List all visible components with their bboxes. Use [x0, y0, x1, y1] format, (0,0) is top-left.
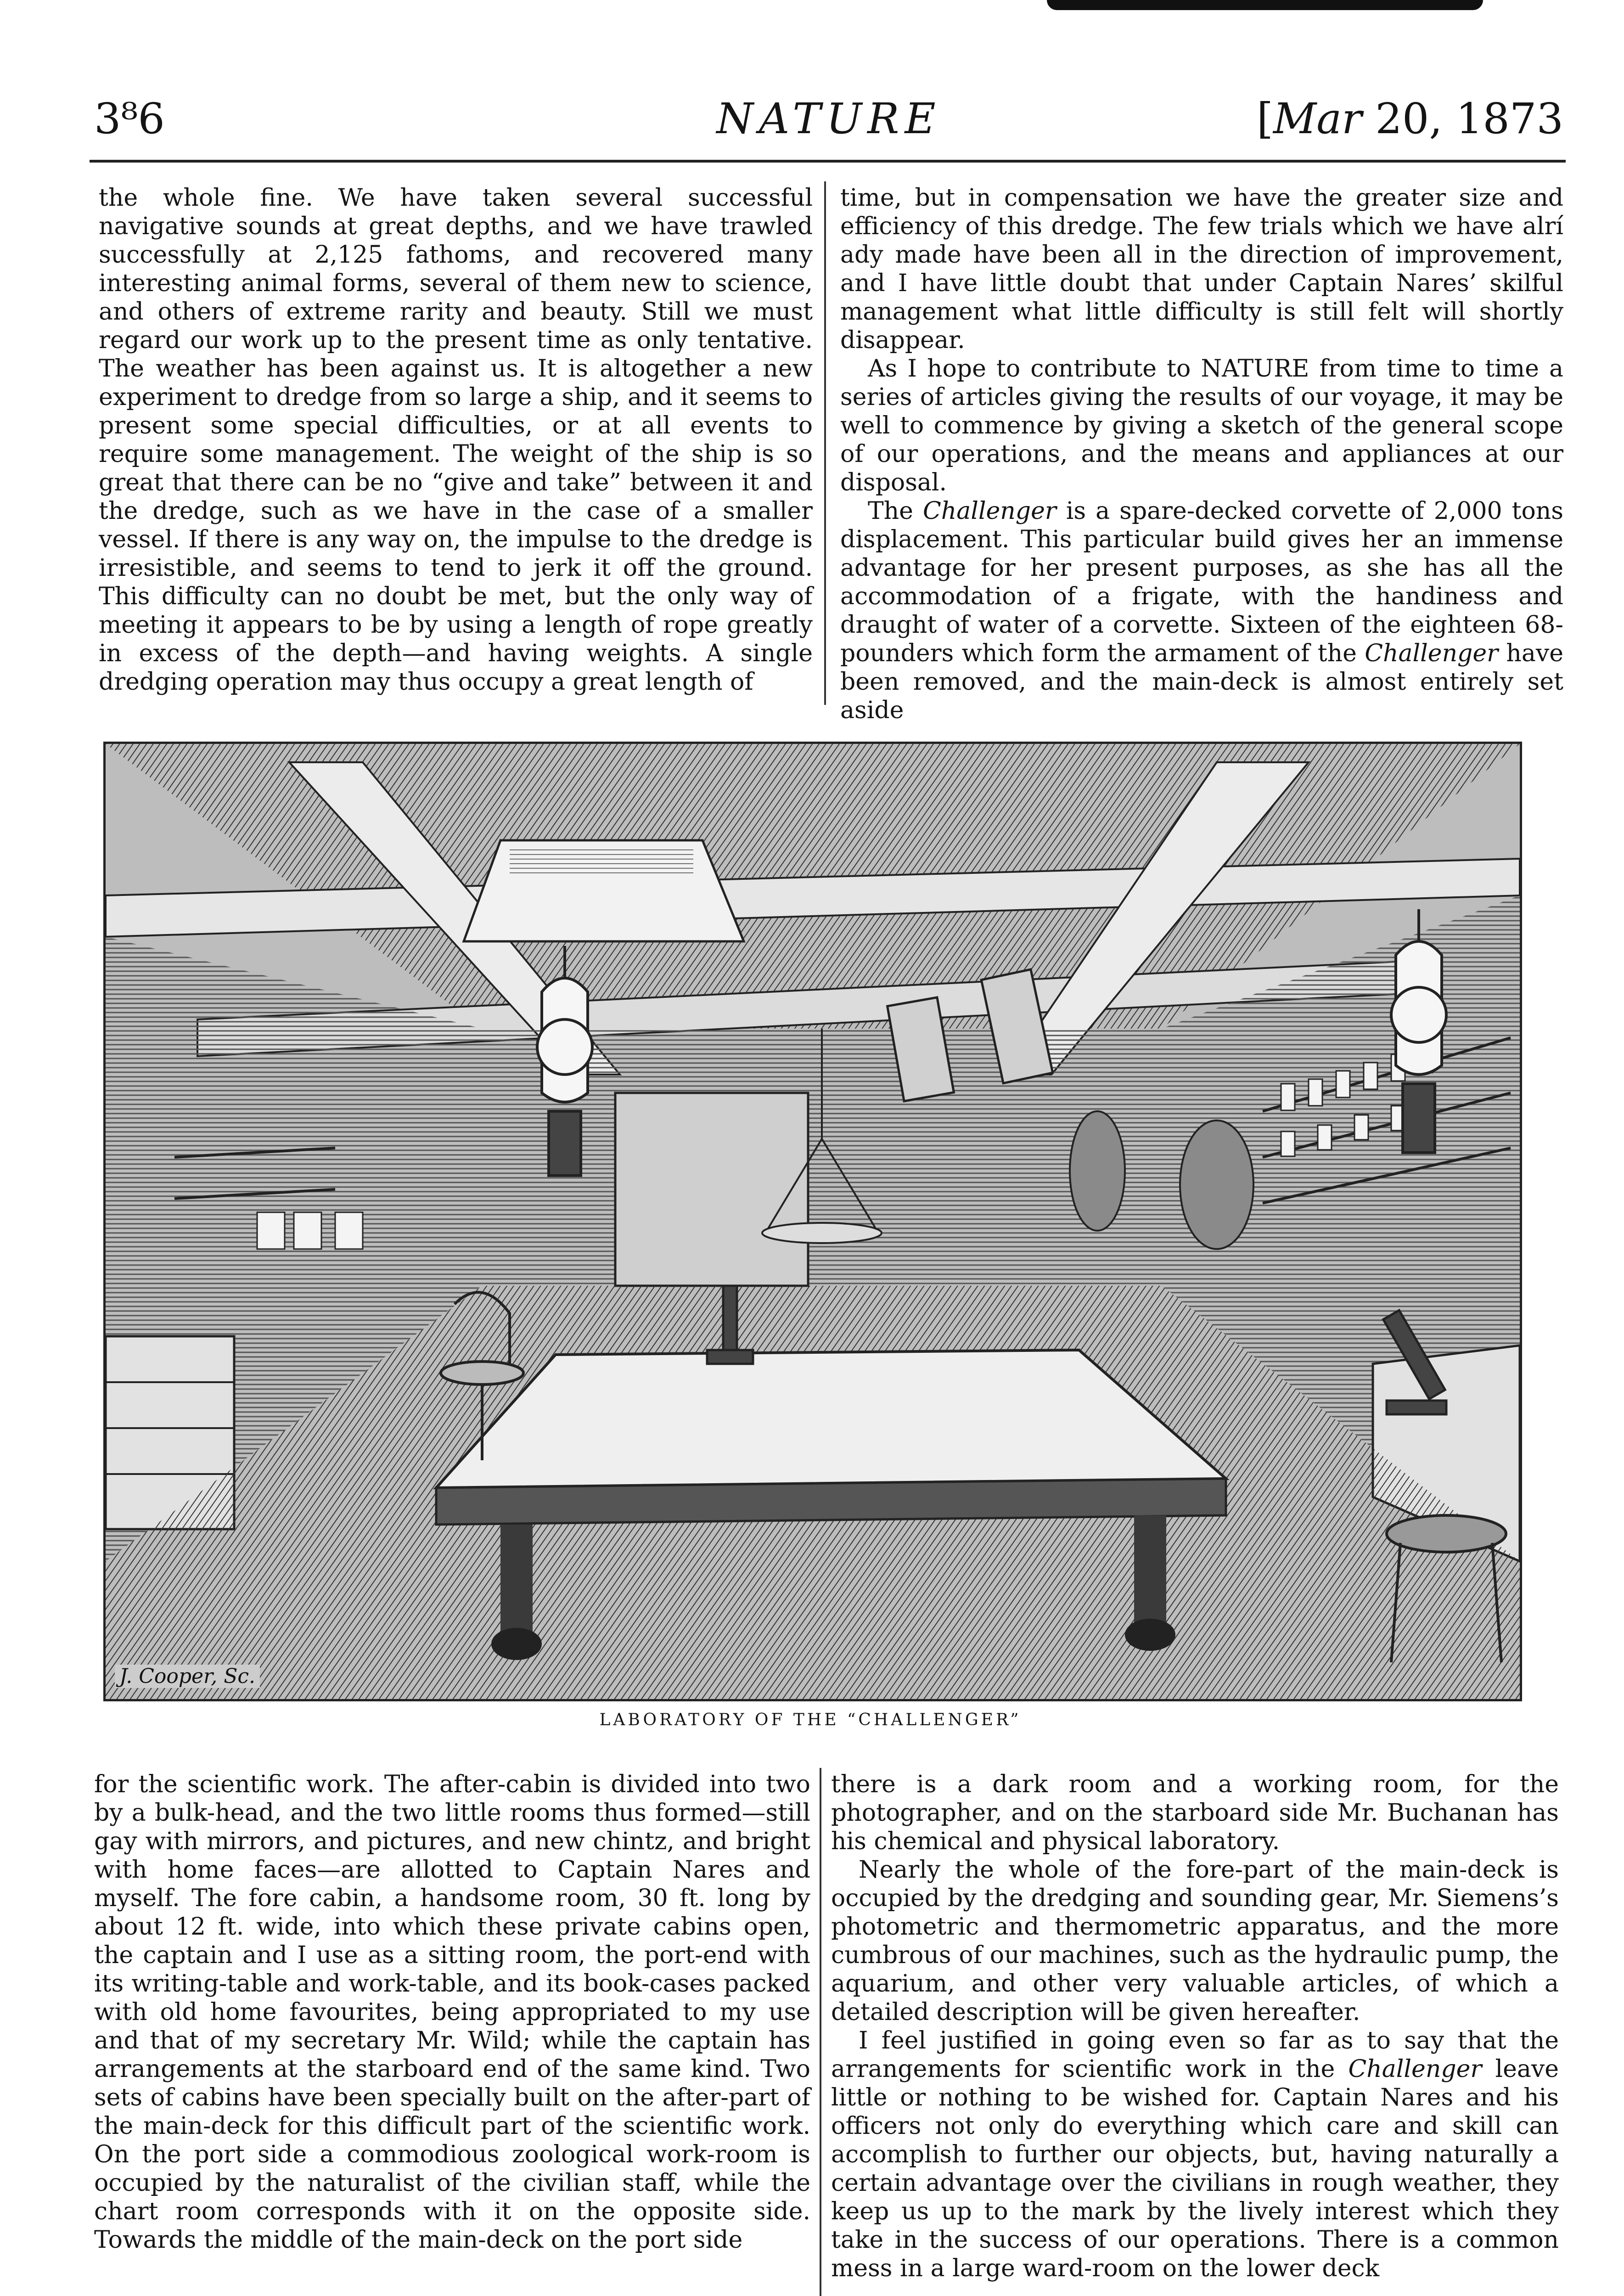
date-bracket: [ [1257, 94, 1274, 143]
paragraph: there is a dark room and a working room, for the photographer, and on the starboard side Mr. Buchanan has his chemical and physical laboratory. [831, 1771, 1559, 1855]
text-run: have been removed, and the main-deck is almost entirely set aside [840, 640, 1563, 724]
column-bottom-left [94, 1770, 810, 2289]
figure-caption: LABORATORY OF THE “CHALLENGER” [599, 1711, 1022, 1729]
column-top-left [99, 184, 813, 698]
laboratory-engraving [103, 742, 1522, 1701]
column-bottom-right [831, 1770, 1559, 2289]
page-header [94, 94, 1563, 154]
paragraph [840, 497, 1563, 725]
ship-name: Challenger [1348, 2055, 1482, 2083]
text-run: I feel justified in going even so far as to say that the arrangements for scientific work in the [831, 2027, 1559, 2083]
column-divider-top [824, 181, 826, 705]
paragraph: As I hope to contribute to NATURE from time to time a series of articles giving the results of our voyage, it may be well to commence by giving a sketch of the general scope of our operations, and the means and appliances at our disposal. [840, 355, 1563, 496]
doorway [615, 1093, 808, 1286]
journal-title: NATURE [716, 94, 941, 143]
table-foot [1125, 1619, 1175, 1651]
engraver-signature: J. Cooper, Sc. [115, 1665, 260, 1688]
issue-date [1257, 94, 1563, 143]
date-month: Mar [1273, 94, 1362, 143]
column-divider-bottom [820, 1768, 821, 2296]
header-rule [90, 160, 1566, 163]
ship-name: Challenger [922, 497, 1056, 525]
table-leg [1134, 1515, 1166, 1635]
column-top-right [840, 184, 1563, 724]
paragraph: Nearly the whole of the fore-part of the main-deck is occupied by the dredging and sounding gear, Mr. Siemens’s photometric and thermometric apparatus, and the more cumbrous of our machines, such as the hydraulic pump, the aquarium, and other very valuable articles, of which a detailed description will be given hereafter. [831, 1856, 1559, 2026]
date-rest: 20, 1873 [1362, 94, 1563, 143]
paragraph: time, but in compensation we have the greater size and efficiency of this dredge. The few trials which we have alrí ady made have been all in the direction of improvement, and I have little doubt that under Captain Nares’ skilful management what little difficulty is still felt will shortly disappear. [840, 184, 1563, 354]
paragraph: the whole fine. We have taken several successful navigative sounds at great depths, and we have trawled successfully at 2,125 fathoms, and recovered many interesting animal forms, several of them new to science, and others of extreme rarity and beauty. Still we must regard our work up to the present time as only tentative. The weather has been against us. It is altogether a new experiment to dredge from so large a ship, and it seems to present some special difficulties, or at all events to require some management. The weight of the ship is so great that there can be no “give and take” between it and the dredge, such as we have in the case of a smaller vessel. If there is any way on, the impulse to the dredge is irresistible, and seems to tend to jerk it off the ground. This difficulty can no doubt be met, but the only way of meeting it appears to be by using a length of rope greatly in excess of the depth—and having weights. A single dredging operation may thus occupy a great length of [99, 184, 813, 696]
text-run: leave little or nothing to be wished for. Captain Nares and his officers not only do everything which care and skill can accomplish to further our objects, but, having naturally a certain advantage over the civilians in rough weather, they keep us up to the mark by the lively interest which they take in the success of our operations. There is a common mess in a large ward-room on the lower deck [831, 2055, 1559, 2282]
table-leg [500, 1525, 533, 1644]
skylight-louvre [510, 847, 693, 875]
table-apron [436, 1479, 1226, 1525]
engraving-illustration [106, 744, 1520, 1699]
table-foot [491, 1628, 542, 1660]
ship-name: Challenger [1365, 640, 1498, 667]
paragraph: for the scientific work. The after-cabin is divided into two by a bulk-head, and the two little rooms thus formed—still gay with mirrors, and pictures, and new chintz, and bright with home faces—are allotted to Captain Nares and myself. The fore cabin, a handsome room, 30 ft. long by about 12 ft. wide, into which these private cabins open, the captain and I use as a sitting room, the port-end with its writing-table and work-table, and its book-cases packed with old home favourites, being appropriated to my use and that of my secretary Mr. Wild; while the captain has arrangements at the starboard end of the same kind. Two sets of cabins have been specially built on the after-part of the main-deck for this difficult part of the scientific work. On the port side a commodious zoological work-room is occupied by the naturalist of the civilian staff, while the chart room corresponds with it on the opposite side. Towards the middle of the main-deck on the port side [94, 1771, 810, 2254]
paragraph [831, 2026, 1559, 2283]
page-number: 3⁸6 [94, 94, 165, 143]
text-run: is a spare-decked corvette of 2,000 tons displacement. This particular build gives her an immense advantage for her present purposes, as she has all the accommodation of a frigate, with the handiness and draught of water of a corvette. Sixteen of the eighteen 68-pounders which form the armament of the [840, 497, 1563, 667]
top-edge-rule [1047, 0, 1483, 10]
text-run: The [868, 497, 923, 525]
